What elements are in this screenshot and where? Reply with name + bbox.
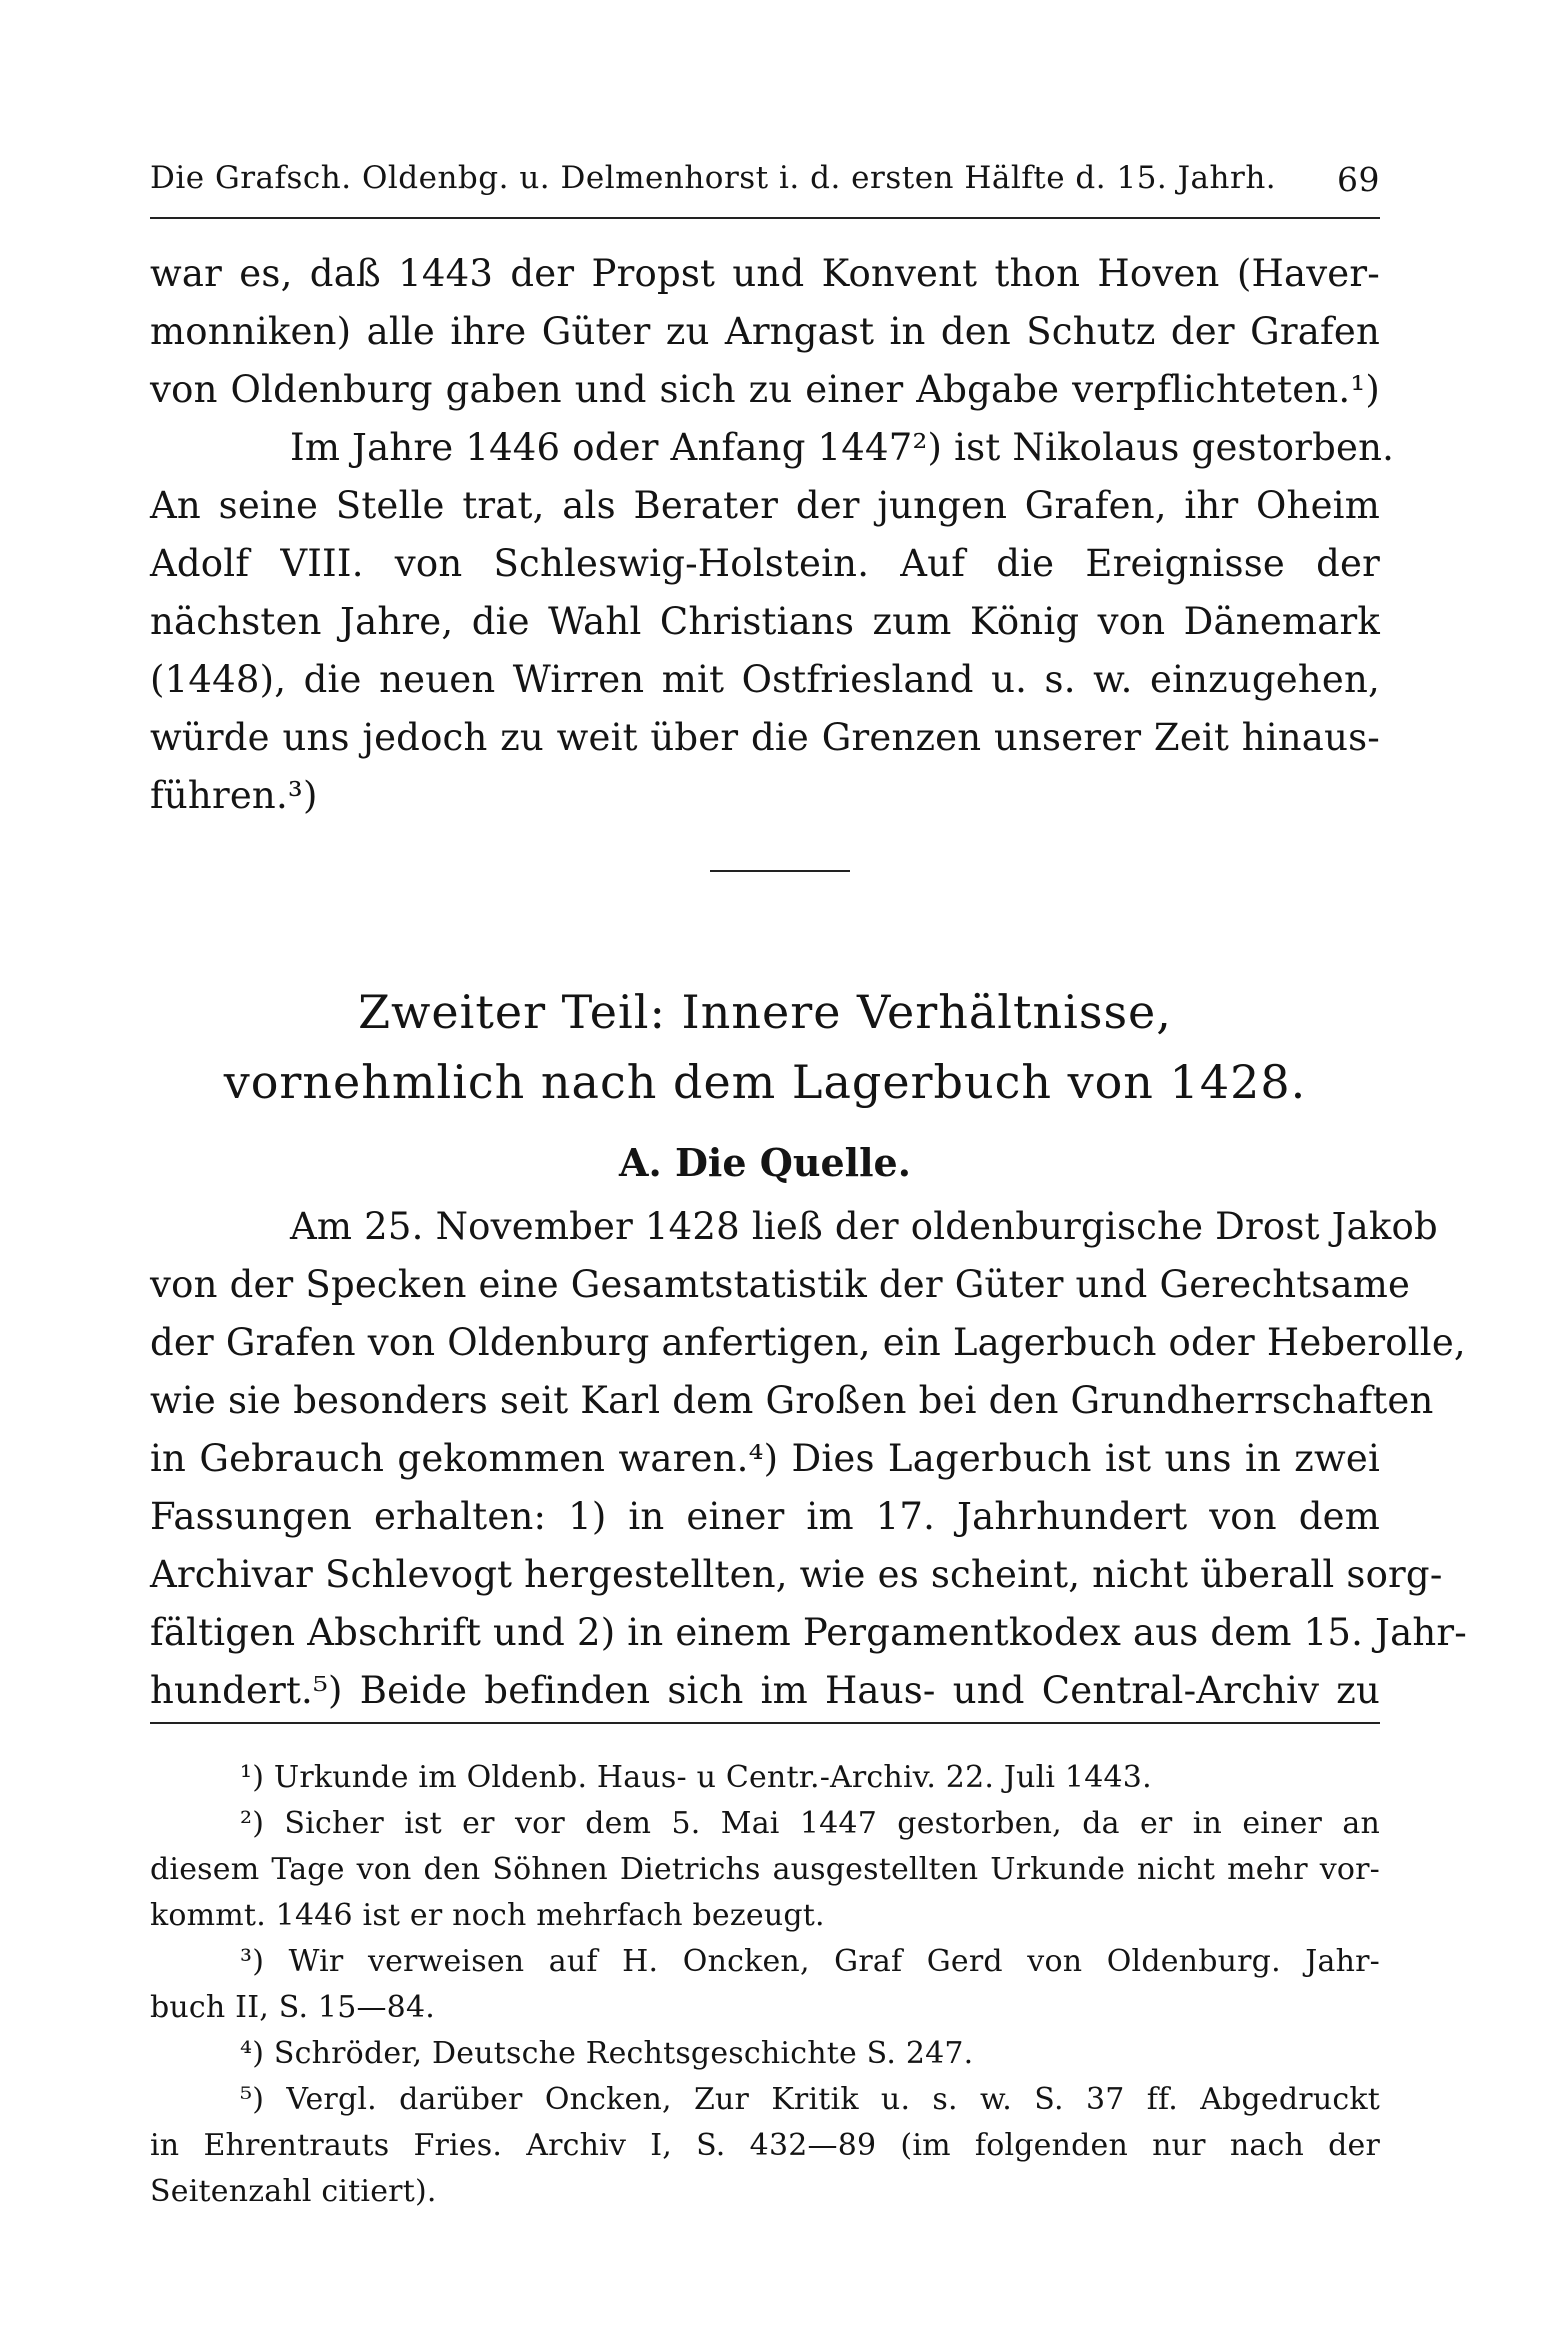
- footnote-line: ⁴) Schröder, Deutsche Rechtsgeschichte S. 247.: [240, 2036, 974, 2071]
- text-line: führen.³): [150, 774, 318, 817]
- text-line: An seine Stelle trat, als Berater der jungen Grafen, ihr Oheim: [150, 484, 1380, 527]
- part-heading-line-2: vornehmlich nach dem Lagerbuch von 1428.: [223, 1055, 1307, 1109]
- text-line: monniken) alle ihre Güter zu Arngast in den Schutz der Grafen: [150, 310, 1380, 353]
- text-line: von der Specken eine Gesamtstatistik der Güter und Gerechtsame: [150, 1263, 1411, 1306]
- paragraph-bottom: [150, 1198, 1467, 1720]
- text-line: fältigen Abschrift und 2) in einem Pergamentkodex aus dem 15. Jahr-: [150, 1611, 1467, 1654]
- footnote-line: kommt. 1446 ist er noch mehrfach bezeugt.: [150, 1898, 825, 1933]
- section-divider: [710, 870, 850, 872]
- running-title: Die Grafsch. Oldenbg. u. Delmenhorst i. d. ersten Hälfte d. 15. Jahrh.: [150, 160, 1277, 196]
- footnote-line: ³) Wir verweisen auf H. Oncken, Graf Gerd von Oldenburg. Jahr-: [240, 1944, 1380, 1979]
- text-line: der Grafen von Oldenburg anfertigen, ein Lagerbuch oder Heberolle,: [150, 1321, 1466, 1364]
- text-line: würde uns jedoch zu weit über die Grenzen unserer Zeit hinaus-: [150, 716, 1380, 759]
- footnote-line: diesem Tage von den Söhnen Dietrichs ausgestellten Urkunde nicht mehr vor-: [150, 1852, 1380, 1887]
- text-line: Fassungen erhalten: 1) in einer im 17. Jahrhundert von dem: [150, 1495, 1380, 1538]
- footnote-rule: [150, 1722, 1380, 1724]
- text-line: von Oldenburg gaben und sich zu einer Abgabe verpflichteten.¹): [150, 368, 1380, 411]
- footnote-line: ²) Sicher ist er vor dem 5. Mai 1447 gestorben, da er in einer an: [240, 1806, 1380, 1841]
- footnote-line: ⁵) Vergl. darüber Oncken, Zur Kritik u. s. w. S. 37 ff. Abgedruckt: [240, 2082, 1380, 2117]
- text-line: nächsten Jahre, die Wahl Christians zum König von Dänemark: [150, 600, 1380, 643]
- text-line: hundert.⁵) Beide befinden sich im Haus- und Central-Archiv zu: [150, 1669, 1380, 1712]
- section-heading: A. Die Quelle.: [619, 1140, 911, 1185]
- text-line: Am 25. November 1428 ließ der oldenburgische Drost Jakob: [290, 1205, 1438, 1248]
- text-line: (1448), die neuen Wirren mit Ostfriesland u. s. w. einzugehen,: [150, 658, 1380, 701]
- header-rule: [150, 217, 1380, 219]
- footnotes: [150, 1755, 1380, 2215]
- text-line: wie sie besonders seit Karl dem Großen bei den Grundherrschaften: [150, 1379, 1434, 1422]
- text-line: Im Jahre 1446 oder Anfang 1447²) ist Nikolaus gestorben.: [290, 426, 1395, 469]
- footnote-line: Seitenzahl citiert).: [150, 2174, 437, 2209]
- text-line: war es, daß 1443 der Propst und Konvent thon Hoven (Haver-: [150, 252, 1380, 295]
- text-line: Adolf VIII. von Schleswig-Holstein. Auf die Ereignisse der: [150, 542, 1380, 585]
- footnote-line: buch II, S. 15—84.: [150, 1990, 435, 2025]
- part-heading-line-1: Zweiter Teil: Innere Verhältnisse,: [358, 985, 1172, 1039]
- text-line: Archivar Schlevogt hergestellten, wie es scheint, nicht überall sorg-: [150, 1553, 1443, 1596]
- footnote-line: ¹) Urkunde im Oldenb. Haus- u Centr.-Archiv. 22. Juli 1443.: [240, 1760, 1152, 1795]
- paragraph-top: [150, 245, 1395, 825]
- text-line: in Gebrauch gekommen waren.⁴) Dies Lagerbuch ist uns in zwei: [150, 1437, 1380, 1480]
- footnote-line: in Ehrentrauts Fries. Archiv I, S. 432—89 (im folgenden nur nach der: [150, 2128, 1380, 2163]
- page-number: 69: [1337, 160, 1380, 199]
